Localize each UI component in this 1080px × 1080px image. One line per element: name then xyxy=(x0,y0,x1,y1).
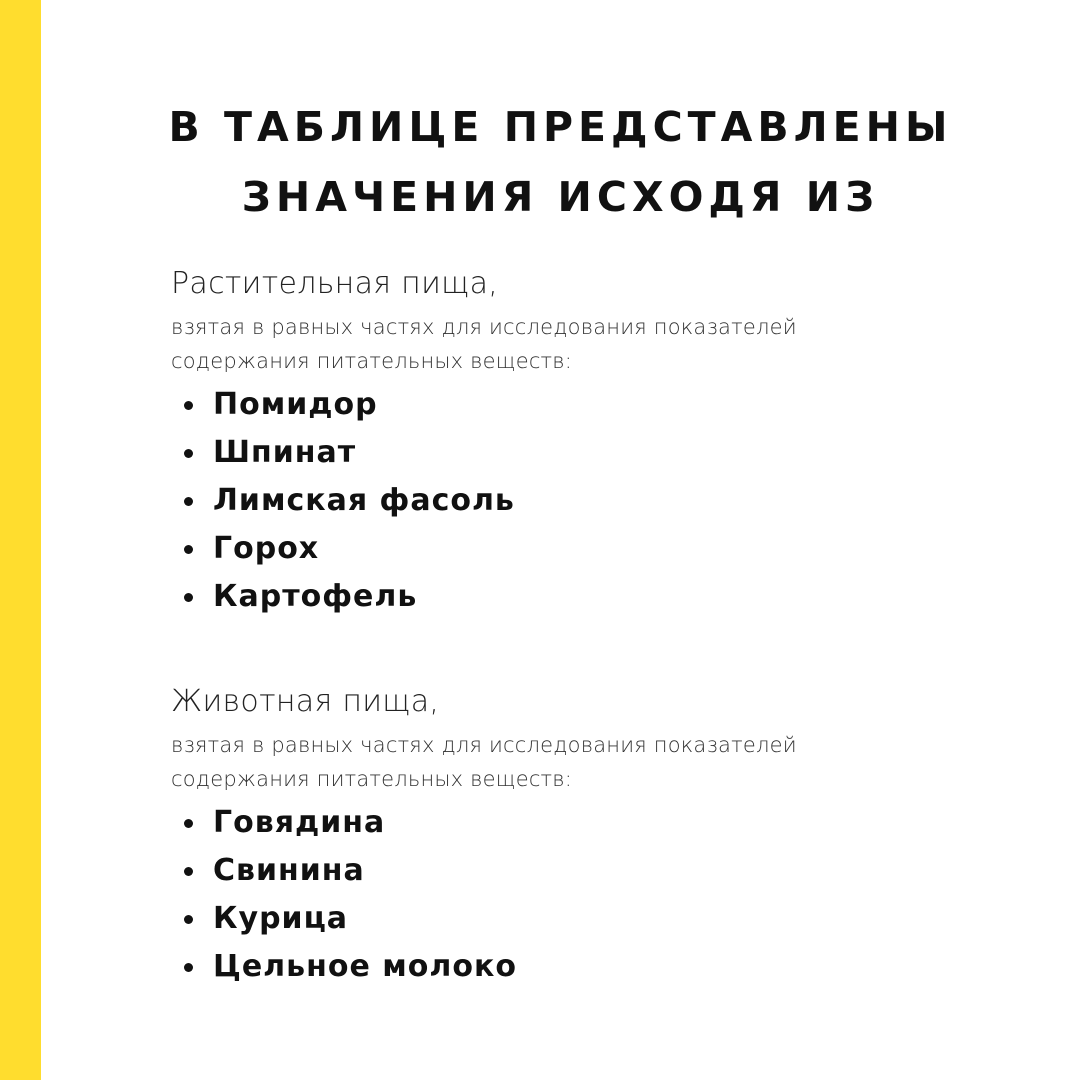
section-description xyxy=(171,310,971,378)
bullet-icon xyxy=(184,819,193,828)
list-item xyxy=(171,573,971,621)
list-item xyxy=(171,429,971,477)
list-item xyxy=(171,847,971,895)
bullet-icon xyxy=(184,915,193,924)
list-item-label: Курица xyxy=(213,901,349,936)
list-item-label: Цельное молоко xyxy=(213,949,517,984)
bullet-icon xyxy=(184,867,193,876)
title-line-2: ЗНАЧЕНИЯ ИСХОДЯ ИЗ xyxy=(241,173,880,221)
section-heading: Растительная пища, xyxy=(171,266,499,301)
list-item-label: Горох xyxy=(213,531,320,566)
plant-food-section xyxy=(171,262,971,621)
list-item-label: Шпинат xyxy=(213,435,357,470)
bullet-icon xyxy=(184,449,193,458)
description-line-1: взятая в равных частях для исследования показателей xyxy=(171,733,797,757)
description-line-2: содержания питательных веществ: xyxy=(171,349,573,373)
list-item xyxy=(171,477,971,525)
description-line-1: взятая в равных частях для исследования показателей xyxy=(171,315,797,339)
list-item xyxy=(171,799,971,847)
bullet-icon xyxy=(184,545,193,554)
animal-food-list xyxy=(171,799,971,991)
list-item xyxy=(171,895,971,943)
section-description xyxy=(171,728,971,796)
list-item xyxy=(171,381,971,429)
list-item-label: Свинина xyxy=(213,853,365,888)
list-item xyxy=(171,525,971,573)
animal-food-section xyxy=(171,680,971,991)
list-item-label: Говядина xyxy=(213,805,386,840)
bullet-icon xyxy=(184,963,193,972)
list-item-label: Помидор xyxy=(213,387,378,422)
bullet-icon xyxy=(184,497,193,506)
description-line-2: содержания питательных веществ: xyxy=(171,767,573,791)
page-title xyxy=(41,92,1080,232)
accent-bar xyxy=(0,0,41,1080)
bullet-icon xyxy=(184,401,193,410)
section-heading: Животная пища, xyxy=(171,684,440,719)
list-item xyxy=(171,943,971,991)
list-item-label: Лимская фасоль xyxy=(213,483,515,518)
bullet-icon xyxy=(184,593,193,602)
title-line-1: В ТАБЛИЦЕ ПРЕДСТАВЛЕНЫ xyxy=(168,103,953,151)
plant-food-list xyxy=(171,381,971,621)
list-item-label: Картофель xyxy=(213,579,418,614)
